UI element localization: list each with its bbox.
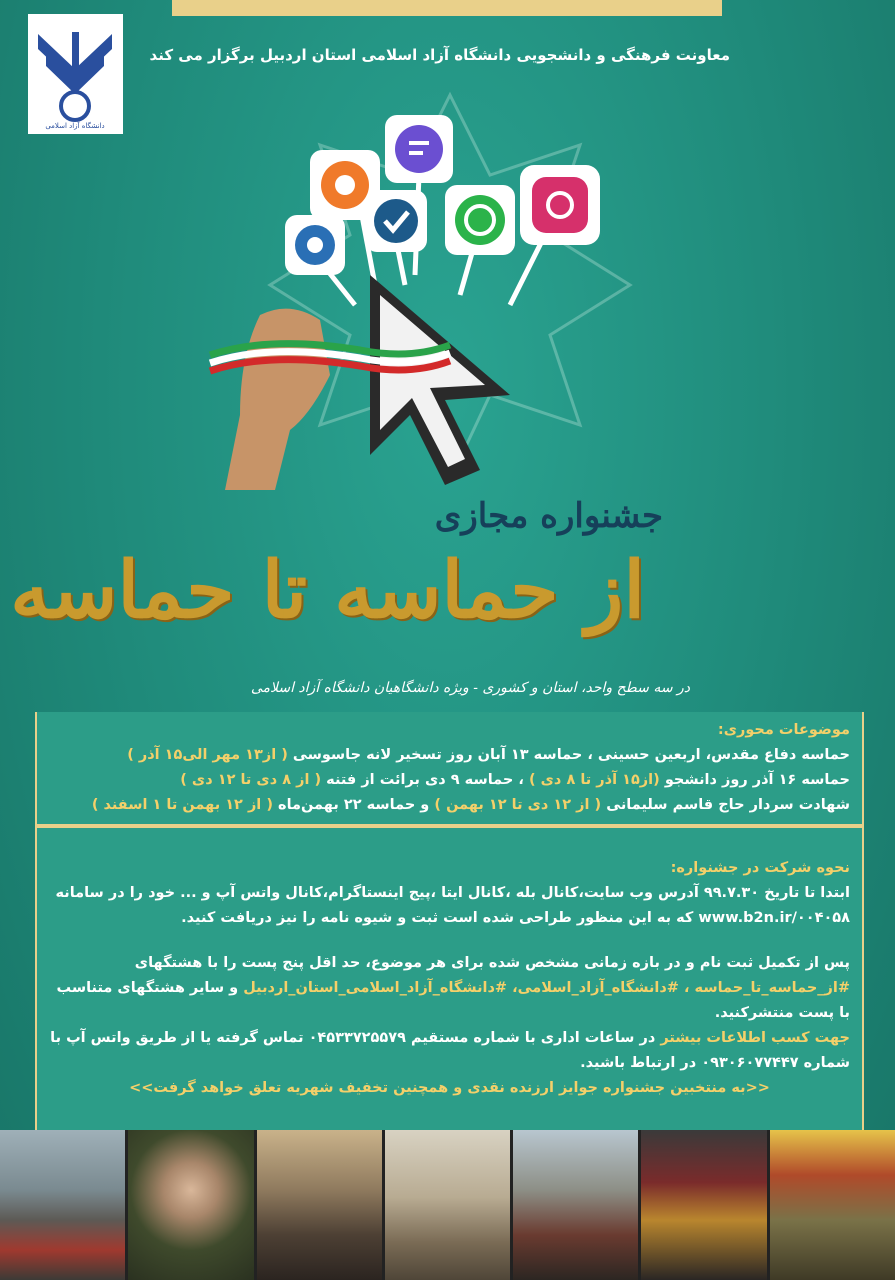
historic-embassy-photo — [385, 1130, 510, 1280]
soleimani-portrait-photo — [128, 1130, 253, 1280]
topic-text: ، حماسه ۹ دی برائت از فتنه — [326, 772, 524, 788]
topics-line-3 — [49, 793, 850, 818]
mouse-pointer-icon — [370, 275, 510, 485]
topics-line-2 — [49, 768, 850, 793]
topic-text: حماسه دفاع مقدس، اربعین حسینی ، حماسه ۱۳ آبان روز تسخیر لانه جاسوسی — [292, 747, 850, 763]
top-gold-bar — [172, 0, 722, 16]
topic-dates: (از۱۵ آذر تا ۸ دی ) — [528, 772, 660, 788]
contact-info — [49, 1026, 850, 1076]
participation-heading: نحوه شرکت در جشنواره: — [670, 860, 850, 876]
crowd-march-photo — [257, 1130, 382, 1280]
festival-subtitle: جشنواره مجازی — [434, 496, 663, 536]
step-text: پس از تکمیل ثبت نام و در بازه زمانی مشخص شده برای هر موضوع، حد اقل پنج پست را با هشتگهای — [134, 955, 850, 971]
student-protest-photo — [513, 1130, 638, 1280]
university-logo-icon — [28, 14, 123, 134]
instagram-icon — [520, 165, 600, 245]
eitaa-icon — [385, 115, 453, 183]
contact-label: جهت کسب اطلاعات بیشتر — [660, 1030, 850, 1046]
azadi-tower-rally-photo — [0, 1130, 125, 1280]
participation-step-2 — [49, 951, 850, 1026]
topics-heading: موضوعات محوری: — [717, 722, 850, 738]
soroush-icon — [285, 215, 345, 275]
topic-text: حماسه ۱۶ آذر روز دانشجو — [664, 772, 850, 788]
soldiers-photo — [770, 1130, 895, 1280]
hashtags: #از_حماسه_تا_حماسه ، #دانشگاه_آزاد_اسلامی، #دانشگاه_آزاد_اسلامی_استان_اردبیل — [243, 980, 850, 996]
participation-panel — [35, 824, 864, 1136]
contact-text: در ساعات اداری با شماره مستقیم ۰۴۵۳۳۷۲۵۵۷۹ تماس گرفته یا از طریق واتس آپ با شماره ۰۹۳۰۶۰۷۷۴۴۷ در ارتباط باشید. — [50, 1030, 850, 1071]
whatsapp-icon — [445, 185, 515, 255]
organizer-line: معاونت فرهنگی و دانشجویی دانشگاه آزاد اسلامی استان اردبیل برگزار می کند — [149, 46, 730, 64]
step-text: و سایر هشتگهای متناسب با پست منتشرکنید. — [56, 980, 850, 1021]
verified-check-icon — [365, 190, 427, 252]
topic-dates: ( از۱۳ مهر الی۱۵ آذر ) — [127, 747, 288, 763]
topics-panel — [35, 712, 864, 824]
topic-text: و حماسه ۲۲ بهمن‌ماه — [278, 797, 430, 813]
topic-dates: ( از ۸ دی تا ۱۲ دی ) — [180, 772, 322, 788]
topic-text: شهادت سردار حاج قاسم سلیمانی — [606, 797, 850, 813]
arbaeen-pilgrims-photo — [641, 1130, 766, 1280]
prizes-note: <<به منتخبین جشنواره جوایز ارزنده نقدی و همچنین تخفیف شهریه تعلق خواهد گرفت>> — [129, 1080, 770, 1096]
topic-dates: ( از ۱۲ بهمن تا ۱ اسفند ) — [91, 797, 273, 813]
festival-levels: در سه سطح واحد، استان و کشوری - ویژه دانشگاهیان دانشگاه آزاد اسلامی — [250, 680, 690, 696]
hero-illustration — [180, 85, 720, 495]
photo-strip — [0, 1130, 895, 1280]
topic-dates: ( از ۱۲ دی تا ۱۲ بهمن ) — [434, 797, 602, 813]
logo-caption: دانشگاه آزاد اسلامی — [45, 122, 105, 130]
participation-step-1: ابتدا تا تاریخ ۹۹.۷.۳۰ آدرس وب سایت،کانال بله ،کانال ایتا ،پیج اینستاگرام،کانال واتس آپ و ... خود را در سامانه www.b2n.ir/۰۰۴۰۵۸ که به این منظور طراحی شده است ثبت و شیوه نامه را نیز دریافت کنید. — [55, 885, 850, 926]
festival-title: از حماسه تا حماسه — [10, 545, 645, 636]
topics-line-1 — [49, 743, 850, 768]
